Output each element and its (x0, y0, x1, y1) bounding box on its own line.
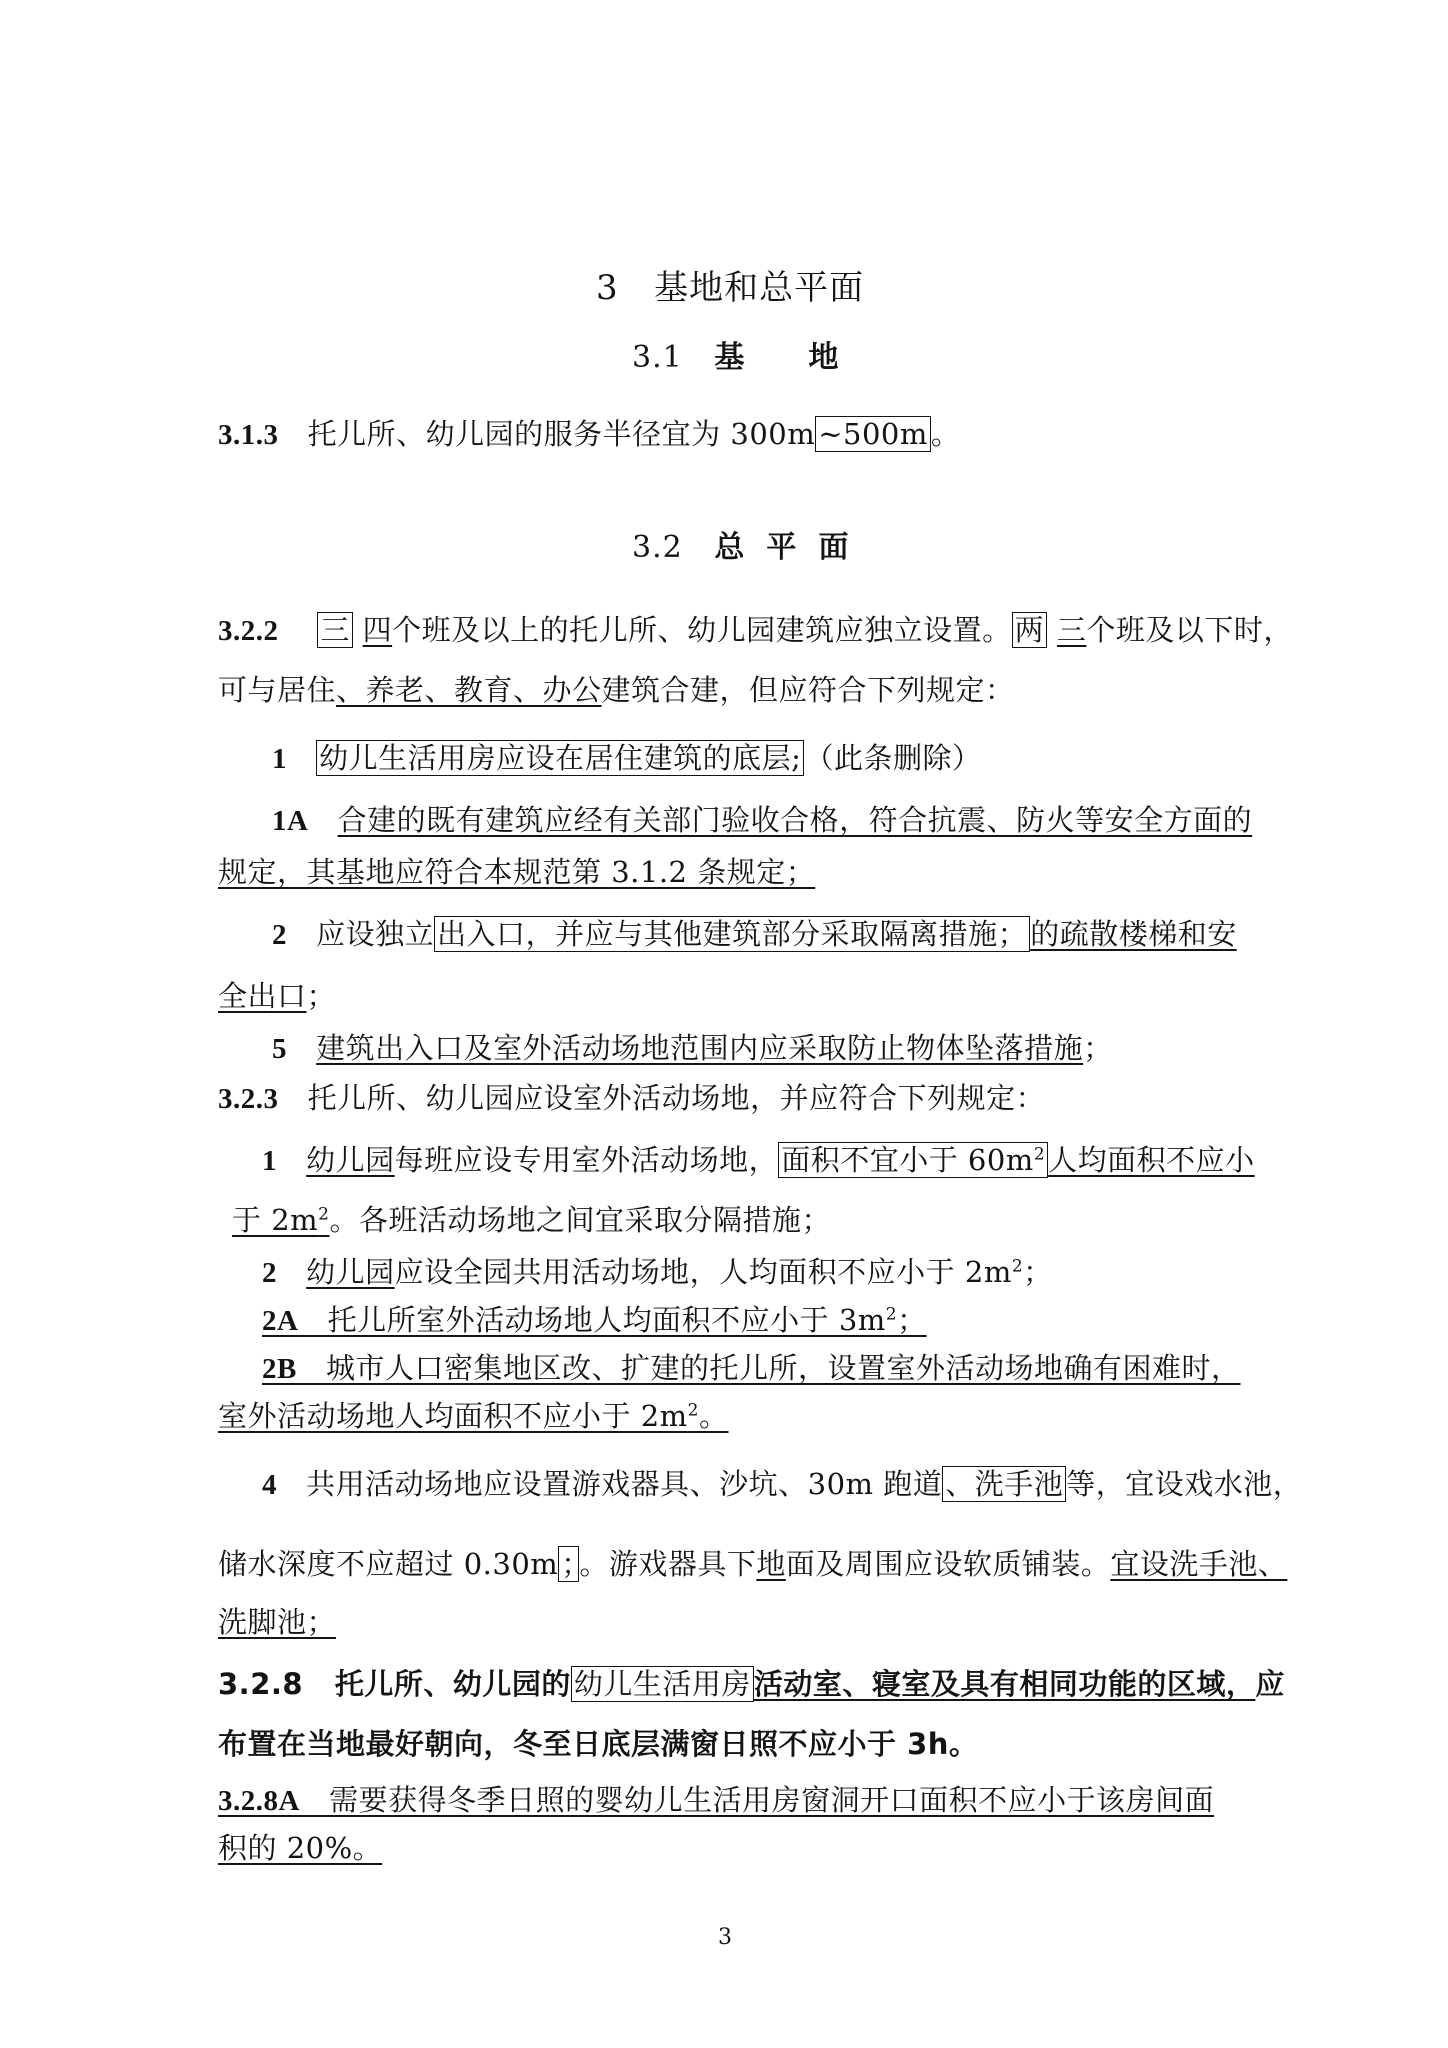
clause-text: 个班及以上的托儿所、幼儿园建筑应独立设置。 (392, 613, 1012, 647)
clause-text: 建筑合建，但应符合下列规定： (601, 673, 1015, 707)
clause-number: 3.2.2 (218, 615, 279, 647)
underlined-insertion (218, 1783, 1214, 1817)
underlined-insertion: 活动室、寝室及具有相同功能的区域， (753, 1667, 1256, 1701)
underlined-insertion: 积的 20%。 (218, 1831, 383, 1865)
clause-3-2-3 (218, 1080, 1045, 1117)
boxed-deletion: 幼儿生活用房 (571, 1666, 754, 1702)
item-3-2-3-2b-line1 (262, 1350, 1241, 1387)
section-heading-3-1 (632, 340, 840, 376)
clause-text: 托儿所、幼儿园的服务半径宜为 300m (307, 417, 816, 451)
item-3-2-3-2a (262, 1302, 927, 1339)
boxed-deletion: ； (558, 1546, 579, 1582)
clause-3-2-8-line1 (218, 1666, 1285, 1702)
item-text: 共用活动场地应设置游戏器具、沙坑、30m 跑道 (306, 1467, 943, 1501)
page-number: 3 (718, 1925, 733, 1950)
clause-text: 托儿所、幼儿园的 (334, 1667, 571, 1701)
underlined-insertion: 地 (756, 1547, 786, 1581)
chapter-number: 3 (596, 268, 619, 308)
item-3-2-3-4-line1 (262, 1466, 1302, 1503)
boxed-text: 面积不宜小于 60m (781, 1143, 1034, 1177)
item-number: 2 (262, 1257, 277, 1289)
underlined-insertion: 幼儿园 (306, 1143, 395, 1177)
clause-text: 。 (930, 417, 961, 451)
clause-3-2-2-line1 (218, 612, 1293, 649)
section-title-char: 面 (818, 530, 850, 565)
item-text: 储水深度不应超过 0.30m (218, 1547, 559, 1581)
item-number: 2A (262, 1305, 299, 1337)
item-3-2-3-4-line3 (218, 1604, 336, 1640)
item-text: 室外活动场地人均面积不应小于 2m (218, 1399, 688, 1433)
underlined-insertion: 三 (1056, 613, 1087, 647)
item-number: 1A (272, 805, 309, 837)
item-text: 应设独立 (316, 917, 435, 951)
item-text: ； (1083, 1031, 1113, 1065)
chapter-heading (596, 270, 864, 306)
item-text: 应设全园共用活动场地，人均面积不应小于 2m (394, 1255, 1012, 1289)
clause-text: 托儿所、幼儿园应设室外活动场地，并应符合下列规定： (307, 1081, 1046, 1115)
item-text: 托儿所室外活动场地人均面积不应小于 3m (327, 1303, 886, 1337)
section-number: 3.1 (632, 340, 683, 375)
clause-text: 应 (1255, 1667, 1285, 1701)
item-number: 1 (272, 743, 287, 775)
section-title-char: 地 (808, 340, 840, 375)
underlined-text: 于 2m (232, 1203, 319, 1237)
item-text: 。各班活动场地之间宜采取分隔措施； (329, 1203, 832, 1237)
clause-number: 3.2.8A (218, 1785, 300, 1817)
item-text: ； (306, 979, 337, 1013)
superscript: 2 (885, 1304, 898, 1325)
underlined-insertion: 室外活动场地范围内应采取防止物体坠落措施 (493, 1031, 1084, 1065)
boxed-deletion: 两 (1012, 612, 1048, 648)
item-number: 5 (272, 1033, 287, 1065)
superscript: 2 (1033, 1144, 1046, 1165)
underlined-insertion: 四 (362, 613, 393, 647)
section-heading-3-2 (632, 530, 849, 566)
item-number: 4 (262, 1469, 277, 1501)
clause-text: 个班及以下时， (1086, 613, 1293, 647)
underlined-insertion: 幼儿园 (306, 1255, 395, 1289)
underlined-insertion: 全出口 (218, 979, 307, 1013)
section-title-char: 总 (714, 530, 746, 565)
item-1a-line1 (272, 802, 1252, 839)
clause-3-2-2-line2 (218, 672, 1015, 708)
clause-3-2-8a-line2 (218, 1830, 382, 1866)
superscript: 2 (687, 1400, 699, 1421)
item-text: ； (1023, 1255, 1053, 1289)
item-number: 1 (262, 1145, 277, 1177)
underlined-insertion: 人均面积不应小 (1048, 1143, 1255, 1177)
boxed-deletion: 三 (317, 612, 353, 648)
boxed-revision: ~500m (815, 416, 931, 452)
item-text: 城市人口密集地区改、扩建的托儿所，设置室外活动场地确有困难时， (326, 1351, 1241, 1385)
section-title-char: 基 (714, 340, 746, 375)
item-3-2-3-2 (262, 1254, 1053, 1291)
item-text: （此条删除） (804, 741, 982, 775)
item-number: 2 (272, 919, 287, 951)
item-1 (272, 740, 981, 777)
item-1a-line2 (218, 854, 815, 890)
item-text: 。游戏器具下 (579, 1547, 757, 1581)
item-text: 每班应设专用室外活动场地， (394, 1143, 779, 1177)
underlined-insertion: 宜设洗手池、 (1110, 1547, 1288, 1581)
item-number: 2B (262, 1353, 297, 1385)
item-2-line2 (218, 978, 336, 1014)
clause-text: 可与居住 (218, 673, 337, 707)
underlined-insertion (262, 1351, 1241, 1385)
item-text: 面及周围应设软质铺装。 (785, 1547, 1111, 1581)
superscript: 2 (1011, 1256, 1024, 1277)
underlined-insertion: 规定，其基地应符合本规范第 3.1.2 条规定； (218, 855, 816, 889)
underlined-insertion: 建筑出入口及 (316, 1031, 494, 1065)
item-3-2-3-1-line1 (262, 1142, 1255, 1179)
clause-3-2-8-line2 (218, 1726, 978, 1762)
boxed-deletion: 、洗手池 (942, 1466, 1066, 1502)
section-number: 3.2 (632, 530, 683, 565)
underlined-insertion: 的疏散楼梯和安 (1030, 917, 1237, 951)
item-text: ； (897, 1303, 927, 1337)
clause-text: 需要获得冬季日照的婴幼儿生活用房窗洞开口面积不应小于该房间面 (329, 1783, 1215, 1817)
clause-3-2-8a-line1 (218, 1782, 1214, 1819)
underlined-insertion (218, 1399, 729, 1433)
section-title-char: 平 (766, 530, 798, 565)
item-text: 等，宜设戏水池， (1066, 1467, 1303, 1501)
superscript: 2 (318, 1204, 330, 1225)
item-3-2-3-1-line2 (232, 1202, 831, 1238)
item-3-2-3-2b-line2 (218, 1398, 729, 1434)
underlined-insertion (232, 1203, 330, 1237)
item-text: 。 (699, 1399, 729, 1433)
clause-number: 3.2.8 (218, 1667, 304, 1701)
underlined-insertion (262, 1303, 927, 1337)
underlined-insertion: 合建的既有建筑应经有关部门验收合格，符合抗震、防火等安全方面的 (337, 803, 1253, 837)
item-3-2-3-4-line2 (218, 1546, 1287, 1582)
clause-number: 3.2.3 (218, 1083, 279, 1115)
underlined-insertion: 洗脚池； (218, 1605, 337, 1639)
item-2-line1 (272, 916, 1237, 953)
item-5 (272, 1030, 1113, 1067)
boxed-deletion: 幼儿生活用房应设在居住建筑的底层; (316, 740, 804, 776)
chapter-title: 基地和总平面 (654, 268, 865, 308)
boxed-deletion: 出入口，并应与其他建筑部分采取隔离措施； (434, 916, 1030, 952)
clause-3-1-3 (218, 416, 960, 453)
boxed-deletion (778, 1142, 1048, 1178)
clause-text: 布置在当地最好朝向，冬至日底层满窗日照不应小于 3h。 (218, 1727, 979, 1761)
clause-number: 3.1.3 (218, 419, 279, 451)
underlined-insertion: 、养老、教育、办公 (336, 673, 602, 707)
